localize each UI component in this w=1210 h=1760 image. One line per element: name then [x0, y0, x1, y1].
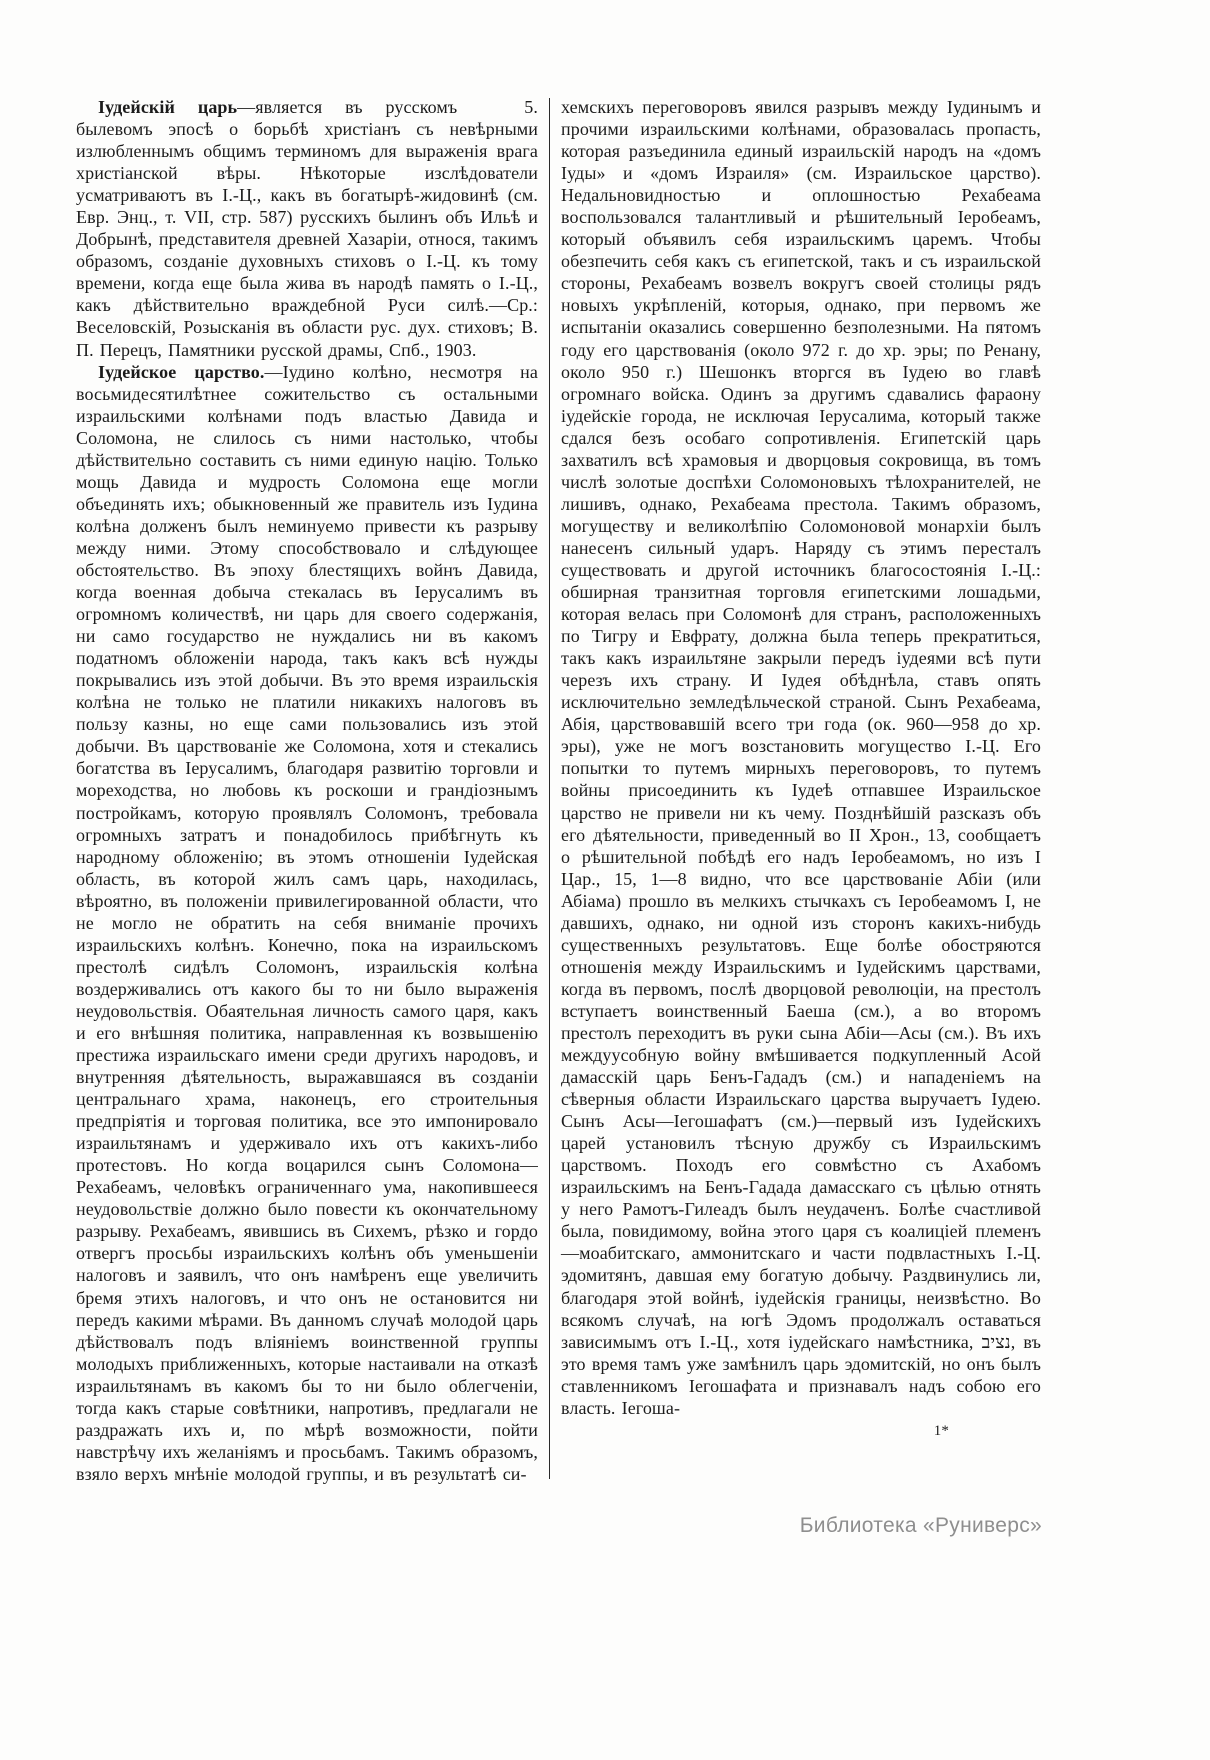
left-column — [76, 96, 538, 1485]
right-column — [561, 96, 1041, 1485]
article-2-title: Іудейское царство. — [98, 361, 265, 382]
article-judeyskoe-tsarstvo — [76, 361, 538, 1485]
article-1-title: Іудейскій царь — [98, 97, 238, 117]
author-signature: 5. — [524, 97, 538, 117]
article-1-body: —является въ русскомъ былевомъ эпосѣ о борьбѣ христіанъ съ невѣрными излюбленнымъ общимъ терминомъ для выраженія врага христіанской вѣры. Нѣкоторые изслѣдователи усматриваютъ въ І.-Ц., какъ въ богатырѣ-жидовинѣ (см. Евр. Энц., т. VII, стр. 587) русскихъ былинъ объ Ильѣ и Добрынѣ, представителя древней Хазаріи, относя, такимъ образомъ, созданіе духовныхъ стиховъ о І.-Ц. къ тому времени, когда еще была жива въ народѣ память о І.-Ц., какъ дѣйствительно враждебной Руси силѣ.—Ср.: Веселовскій, Розысканія въ области рус. дух. стиховъ; В. П. Перецъ, Памятники русской драмы, Спб., 1903. — [76, 97, 538, 360]
article-judeyskiy-tsar — [76, 96, 538, 361]
runivers-watermark: Библиотека «Руниверс» — [799, 1514, 1042, 1537]
article-2-body-left: —Іудино колѣно, несмотря на восьмидесятилѣтнее сожительство съ остальными израильскими колѣнами подъ властью Давида и Соломона, не слилось съ ними настолько, чтобы дѣйствительно составить съ ними единую націю. Только мощь Давида и мудрость Соломона еще могли объединять ихъ; обыкновенный же правитель изъ Іудина колѣна долженъ былъ неминуемо привести къ разрыву между ними. Этому способствовало и слѣдующее обстоятельство. Въ эпоху блестящихъ войнъ Давида, когда военная добыча стекалась въ Іерусалимъ въ огромномъ количествѣ, ни царь для своего содержанія, ни само государство не нуждались ни въ какомъ податномъ обложеніи народа, такъ какъ всѣ нужды покрывались изъ этой добычи. Въ это время израильскія колѣна не только не платили никакихъ налоговъ въ пользу казны, но еще сами пользовались изъ этой добычи. Въ царствованіе же Соломона, хотя и стекались богатства въ Іерусалимъ, благодаря развитію торговли и мореходства, но любовь къ роскоши и грандіознымъ постройкамъ, которую проявлялъ Соломонъ, требовала огромныхъ затратъ и понадобилось прибѣгнуть къ народному обложенію; въ этомъ отношеніи Іудейская область, въ которой жилъ самъ царь, находилась, вѣроятно, въ положеніи привилегированной области, что не могло не обратить на себя вниманіе прочихъ израильскихъ колѣнъ. Конечно, пока на израильскомъ престолѣ сидѣлъ Соломонъ, израильскія колѣна воздерживались отъ какого бы то ни было выраженія неудовольствія. Обаятельная личность самого царя, какъ и его внѣшняя политика, направленная къ возвышенію престижа израильскаго имени среди другихъ народовъ, и внутренняя дѣятельность, выражавшаяся въ созданіи центральнаго храма, наконецъ, его строительныя предпріятія и торговая политика, все это импонировало израильтянамъ и удерживало ихъ отъ какихъ-либо протестовъ. Но когда воцарился сынъ Соломона—Рехабеамъ, человѣкъ ограниченнаго ума, накопившееся неудовольствіе должно было повести къ окончательному разрыву. Рехабеамъ, явившись въ Сихемъ, рѣзко и гордо отвергъ просьбы израильскихъ колѣнъ объ уменьшеніи налоговъ и заявилъ, что онъ намѣренъ еще увеличить бремя этихъ налоговъ, и что онъ не остановится ни передъ какими мѣрами. Въ данномъ случаѣ молодой царь дѣйствовалъ подъ вліяніемъ воинственной группы молодыхъ приближенныхъ, которые настаивали на отказѣ израильтянамъ въ какомъ бы то ни было облегченіи, тогда какъ старые совѣтники, напротивъ, предлагали не раздражать ихъ и, по мѣрѣ возможности, пойти навстрѣчу ихъ желаніямъ и просьбамъ. Такимъ образомъ, взяло верхъ мнѣніе молодой группы, и въ результатѣ си- — [76, 361, 539, 1484]
print-signature: 1* — [933, 1422, 949, 1439]
page-body — [76, 96, 1042, 1485]
article-2-body-right: хемскихъ переговоровъ явился разрывъ между Іудинымъ и прочими израильскими колѣнами, образовалась пропасть, которая разъединила единый израильскій народъ на «домъ Іуды» и «домъ Израиля» (см. Израильское царство). Недальновидностью и оплошностью Рехабеама воспользовался талантливый и рѣшительный Іеробеамъ, который объявилъ себя израильскимъ царемъ. Чтобы обезпечить себя какъ съ египетской, такъ и съ израильской стороны, Рехабеамъ возвелъ вокругъ своей столицы рядъ новыхъ укрѣпленій, которыя, однако, при первомъ же испытаніи оказались совершенно безполезными. На пятомъ году его царствованія (около 972 г. до хр. эры; по Ренану, около 950 г.) Шешонкъ вторгся въ Іудею во главѣ огромнаго войска. Одинъ за другимъ сдавались фараону іудейскіе города, не исключая Іерусалима, который также сдался безъ особаго сопротивленія. Египетскій царь захватилъ всѣ храмовыя и дворцовыя сокровища, въ томъ числѣ золотые доспѣхи Соломоновыхъ тѣлохранителей, не лишивъ, однако, Рехабеама престола. Такимъ образомъ, могуществу и великолѣпію Соломоновой монархіи былъ нанесенъ сильный ударъ. Наряду съ этимъ пересталъ существовать и другой источникъ благосостоянія І.-Ц.: обширная транзитная торговля египетскими лошадьми, которая велась при Соломонѣ для странъ, расположенныхъ по Тигру и Евфрату, должна была теперь прекратиться, такъ какъ израильтяне закрыли передъ іудеями всѣ пути черезъ ихъ страну. И Іудея обѣднѣла, ставъ опять исключительно земледѣльческой страной. Сынъ Рехабеама, Абія, царствовавшій всего три года (ок. 960—958 до хр. эры), уже не могъ возстановить могущество І.-Ц. Его попытки то путемъ мирныхъ переговоровъ, то путемъ войны присоединить къ Іудеѣ отпавшее Израильское царство не привели ни къ чему. Позднѣйшій разсказъ объ его дѣятельности, приведенный во II Хрон., 13, сообщаетъ о рѣшительной побѣдѣ его надъ Іеробеамомъ, но изъ I Цар., 15, 1—8 видно, что все царствованіе Абіи (или Абіама) прошло въ мелкихъ стычкахъ съ Іеробеамомъ I, не давшихъ, однако, ни одной изъ сторонъ какихъ-нибудь существенныхъ результатовъ. Еще болѣе обостряются отношенія между Израильскимъ и Іудейскимъ царствами, когда въ первомъ, послѣ дворцовой революціи, на престолъ вступаетъ воинственный Баеша (см.), а во второмъ престолъ переходитъ въ руки сына Абіи—Асы (см.). Въ ихъ междуусобную войну вмѣшивается подкупленный Асой дамасскій царь Бенъ-Гададъ (см.) и нападеніемъ на сѣверныя области Израильскаго царства выручаетъ Іудею. Сынъ Асы—Іегошафатъ (см.)—первый изъ Іудейскихъ царей установилъ тѣсную дружбу съ Израильскимъ царствомъ. Походъ его совмѣстно съ Ахабомъ израильскимъ на Бенъ-Гадада дамасскаго съ цѣлью отнять у него Рамотъ-Гилеадъ былъ неудаченъ. Болѣе счастливой была, повидимому, война этого царя съ коалиціей племенъ—моабитскаго, аммонитскаго и части подвластныхъ І.-Ц. эдомитянъ, давшая ему богатую добычу. Раздвинулись ли, благодаря этой войнѣ, іудейскія границы, неизвѣстно. Во всякомъ случаѣ, на югѣ Эдомъ продолжалъ оставаться зависимымъ отъ І.-Ц., хотя іудейскаго намѣстника, נציב, въ это время тамъ уже замѣнилъ царь эдомитскій, но онъ былъ ставленникомъ Іегошафата и признавалъ надъ собою его власть. Іегоша- — [561, 97, 1041, 1418]
column-divider — [549, 98, 550, 1479]
article-2-body-right-paragraph — [561, 96, 1041, 1419]
